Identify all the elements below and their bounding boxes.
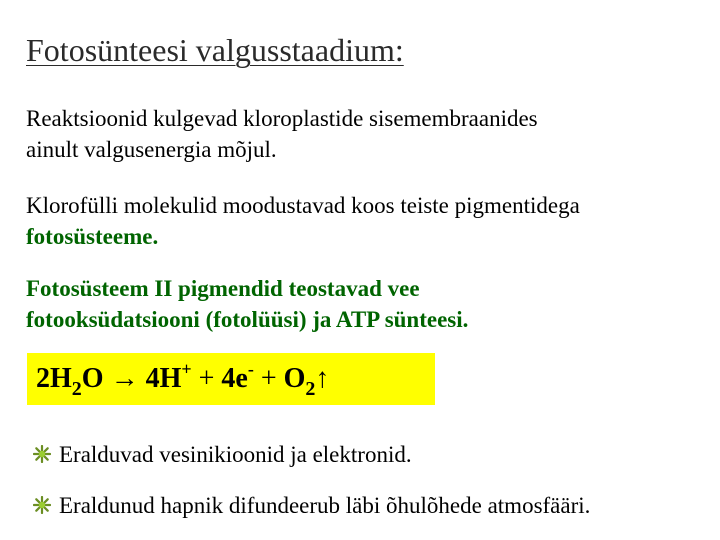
bullet-item bbox=[33, 440, 412, 470]
paragraph-line: Fotosüsteem II pigmendid teostavad vee bbox=[26, 276, 420, 301]
paragraph-chlorophyll bbox=[26, 190, 580, 252]
sunburst-bullet-icon bbox=[33, 492, 51, 510]
equation-subscript: 2 bbox=[71, 378, 82, 400]
equation-reactant-tail: O bbox=[81, 363, 104, 394]
bullet-text: Eraldunud hapnik difundeerub läbi õhulõhede atmosfääri. bbox=[59, 493, 591, 518]
equation-superscript: + bbox=[181, 359, 192, 379]
bullet-text: Eralduvad vesinikioonid ja elektronid. bbox=[59, 442, 412, 467]
slide-title: Fotosünteesi valgusstaadium: bbox=[26, 32, 404, 68]
sunburst-bullet-icon bbox=[33, 441, 51, 459]
reaction-arrow-icon: → bbox=[110, 363, 139, 394]
equation-product-oxygen: O bbox=[283, 363, 306, 394]
paragraph-line: Reaktsioonid kulgevad kloroplastide sisemembraanides bbox=[26, 106, 538, 131]
equation-subscript: 2 bbox=[305, 378, 316, 400]
bullet-item bbox=[33, 491, 590, 521]
paragraph-line: ainult valgusenergia mõjul. bbox=[26, 137, 277, 162]
photolysis-equation bbox=[27, 353, 435, 405]
equation-plus: + bbox=[198, 363, 215, 394]
paragraph-line: fotooksüdatsiooni (fotolüüsi) ja ATP sünteesi. bbox=[26, 307, 469, 332]
highlight-term: fotosüsteeme. bbox=[26, 224, 159, 249]
equation-product-electron: 4e bbox=[221, 363, 248, 394]
equation-superscript: - bbox=[247, 359, 254, 379]
equation-product-hydrogen: 4H bbox=[145, 363, 182, 394]
equation-plus: + bbox=[260, 363, 277, 394]
paragraph-photosystem bbox=[26, 273, 468, 335]
gas-release-arrow-icon: ↑ bbox=[315, 363, 330, 394]
paragraph-line: Klorofülli molekulid moodustavad koos teiste pigmentidega bbox=[26, 193, 580, 218]
equation-reactant: 2H bbox=[36, 363, 72, 394]
paragraph-reactions bbox=[26, 103, 538, 165]
